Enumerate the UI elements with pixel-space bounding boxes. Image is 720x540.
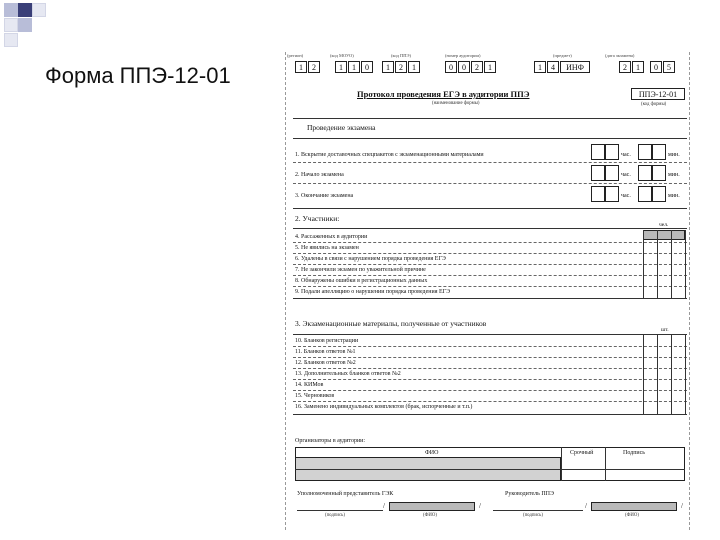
date-cell: 5 xyxy=(663,61,675,73)
section2-row: 8. Обнаружены ошибки в регистрационных данных xyxy=(295,278,428,284)
header-label-subject: (предмет) xyxy=(553,53,572,58)
header-label-date: (дата экзамена) xyxy=(605,53,635,58)
ppe-cell: 1 xyxy=(408,61,420,73)
section3-row: 13. Дополнительных бланков ответов №2 xyxy=(295,371,401,377)
gek-representative-label: Уполномоченный представитель ГЭК xyxy=(297,491,394,497)
section3-row: 16. Заменено индивидуальных комплектов (брак, испорченные и т.п.) xyxy=(295,404,473,410)
section1-row-label: 3. Окончание экзамена xyxy=(295,193,354,199)
section1-row-label: 2. Начало экзамена xyxy=(295,172,344,178)
hours-unit: час. xyxy=(621,172,631,178)
form-document: (регион) (код МОУО) (код ППЭ) (номер аудитории) (предмет) (дата экзамена) 1 2 1 1 0 1 2 1 0 0 2 1 1 4 ИНФ 2 1 0 5 Протокол проведения ЕГЭ в аудитории ППЭ (наименование формы) ППЭ-12-01 (код формы) Проведение экзамена 1. Вскрытие доставочных спецпакетов с экзаменационными материалами час. мин. 2. Начало экзамена час. мин. 3. Окончание экзамена час. мин. 2. Участники: чел. 4. Рассаженных в аудитории 5. Не явились на экзамен 6. Удалены в связи с нарушением порядка проведения ЕГЭ 7. Не закончили экзамен по уважительной причине 8. Обнаружены ошибки в регистрационных данных 9. Подали апелляцию о нарушении порядка проведения ЕГЭ 3. Экзаменационные материалы, полученные от участников шт. 10. Бланков регистрации 11. Бланков ответов №1 12. Бланков ответов №2 13. Дополнительных бланков ответов №2 14. КИМов 15. Черновиков 16. Заменено индивидуальных комплектов (брак, испорченные и т.п.) Организаторы в аудитории: ФИО Срочный Подпись Уполномоченный представитель ГЭК Руководитель ППЭ / / / / (подпись) (ФИО) (подпись) (ФИО) xyxy=(285,44,690,532)
auditorium-cell: 0 xyxy=(458,61,470,73)
organizers-col-fio: ФИО xyxy=(425,450,439,456)
header-label-mouo: (код МОУО) xyxy=(330,53,354,58)
form-code: ППЭ-12-01 xyxy=(631,88,685,100)
fio-caption: (ФИО) xyxy=(423,513,437,518)
organizers-col-signature: Подпись xyxy=(623,450,646,456)
section3-row: 14. КИМов xyxy=(295,382,324,388)
section2-row: 9. Подали апелляцию о нарушении порядка проведения ЕГЭ xyxy=(295,289,451,295)
date-cell: 2 xyxy=(619,61,631,73)
date-cell: 1 xyxy=(632,61,644,73)
minutes-unit: мин. xyxy=(668,193,680,199)
subject-name-cell: ИНФ xyxy=(560,61,590,73)
hours-box[interactable] xyxy=(591,165,605,181)
organizers-col-status: Срочный xyxy=(570,450,594,456)
region-cell: 1 xyxy=(295,61,307,73)
header-label-ppe: (код ППЭ) xyxy=(391,53,411,58)
mouo-cell: 1 xyxy=(348,61,360,73)
hours-box[interactable] xyxy=(591,144,605,160)
ppe-cell: 2 xyxy=(395,61,407,73)
hours-box[interactable] xyxy=(591,186,605,202)
signature-caption: (подпись) xyxy=(523,513,543,518)
section3-row: 10. Бланков регистрации xyxy=(295,338,359,344)
header-label-auditorium: (номер аудитории) xyxy=(445,53,481,58)
hours-unit: час. xyxy=(621,193,631,199)
slide-title: Форма ППЭ-12-01 xyxy=(45,63,231,88)
ppe-head-label: Руководитель ППЭ xyxy=(505,491,554,497)
minutes-box[interactable] xyxy=(638,186,652,202)
section3-unit: шт. xyxy=(661,327,669,333)
section2-unit: чел. xyxy=(659,222,669,228)
minutes-box[interactable] xyxy=(638,165,652,181)
minutes-box[interactable] xyxy=(638,144,652,160)
minutes-unit: мин. xyxy=(668,152,680,158)
header-label-region: (регион) xyxy=(287,53,304,58)
auditorium-cell: 0 xyxy=(445,61,457,73)
ppe-cell: 1 xyxy=(382,61,394,73)
mouo-cell: 0 xyxy=(361,61,373,73)
minutes-unit: мин. xyxy=(668,172,680,178)
section3-row: 11. Бланков ответов №1 xyxy=(295,349,356,355)
section2-row: 6. Удалены в связи с нарушением порядка проведения ЕГЭ xyxy=(295,256,446,262)
auditorium-cell: 1 xyxy=(484,61,496,73)
form-title-caption: (наименование формы) xyxy=(432,101,480,106)
minutes-box[interactable] xyxy=(652,165,666,181)
section3-row: 15. Черновиков xyxy=(295,393,335,399)
section1-heading: Проведение экзамена xyxy=(307,123,376,132)
auditorium-cell: 2 xyxy=(471,61,483,73)
head-fio-field[interactable] xyxy=(591,502,677,511)
signature-caption: (подпись) xyxy=(325,513,345,518)
fio-caption: (ФИО) xyxy=(625,513,639,518)
region-cell: 2 xyxy=(308,61,320,73)
hours-box[interactable] xyxy=(605,144,619,160)
date-cell: 0 xyxy=(650,61,662,73)
count-box[interactable] xyxy=(643,230,685,240)
hours-box[interactable] xyxy=(605,186,619,202)
section2-row: 7. Не закончили экзамен по уважительной причине xyxy=(295,267,426,273)
gek-fio-field[interactable] xyxy=(389,502,475,511)
subject-code-cell: 4 xyxy=(547,61,559,73)
section3-row: 12. Бланков ответов №2 xyxy=(295,360,356,366)
minutes-box[interactable] xyxy=(652,186,666,202)
hours-unit: час. xyxy=(621,152,631,158)
section3-heading: 3. Экзаменационные материалы, полученные от участников xyxy=(295,319,487,328)
section2-row: 4. Рассаженных в аудитории xyxy=(295,234,368,240)
section1-row-label: 1. Вскрытие доставочных спецпакетов с экзаменационными материалами xyxy=(295,152,484,158)
hours-box[interactable] xyxy=(605,165,619,181)
section2-row: 5. Не явились на экзамен xyxy=(295,245,359,251)
form-code-caption: (код формы) xyxy=(641,102,667,107)
minutes-box[interactable] xyxy=(652,144,666,160)
form-title: Протокол проведения ЕГЭ в аудитории ППЭ xyxy=(357,89,530,99)
subject-code-cell: 1 xyxy=(534,61,546,73)
organizers-heading: Организаторы в аудитории: xyxy=(295,438,366,444)
section2-heading: 2. Участники: xyxy=(295,214,340,223)
mouo-cell: 1 xyxy=(335,61,347,73)
